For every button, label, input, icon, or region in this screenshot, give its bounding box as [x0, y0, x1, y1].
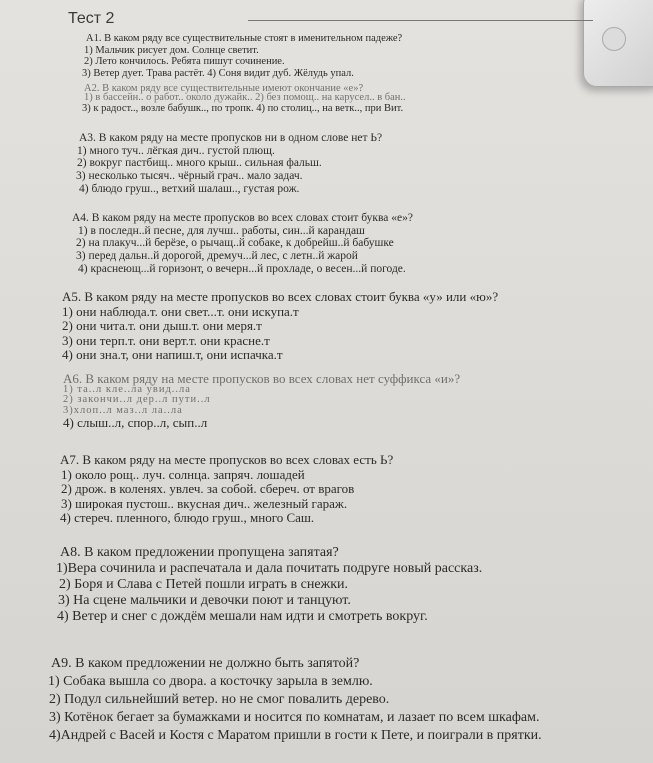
answer-option: 2) Боря и Слава с Петей пошли играть в снежки. [59, 577, 349, 592]
question-heading: А4. В каком ряду на месте пропусков во всех словах стоит буква «е»? [72, 212, 413, 224]
answer-option: 1) та..л кле..ла увид..ла [63, 383, 191, 395]
answer-option: 2) закончи..л дер..л пути..л [63, 394, 211, 406]
question-a8 [56, 545, 653, 625]
answer-option: 4) слыш..л, спор..л, сып..л [63, 415, 208, 431]
answer-option: 3) Ветер дует. Трава растёт. 4) Соня видит дуб. Жёлудь упал. [82, 67, 354, 79]
answer-option: 3) широкая пустош.. вкусная дич.. железный гараж. [61, 495, 348, 511]
question-a1 [82, 33, 653, 79]
answer-option: 3) несколько тысяч.. чёрный грач.. мало задач. [76, 170, 303, 183]
answer-option: 1) они наблюда.т. они свет...т. они искупа.т [62, 303, 299, 319]
question-a3 [76, 132, 653, 196]
question-heading: А8. В каком предложении пропущена запятая? [60, 545, 339, 560]
answer-option: 4) Ветер и снег с дождём мешали нам идти и смотреть вокруг. [57, 609, 428, 624]
answer-option: 3) они терп.т. они верт.т. они красне.т [62, 332, 270, 348]
answer-option: 3) На сцене мальчики и девочки поют и танцуют. [58, 593, 351, 608]
answer-option: 1)Вера сочинила и распечатала и дала почитать подруге новый рассказ. [56, 561, 483, 576]
answer-option: 1) в последн..й песне, для лучш.. работы, син...й карандаш [78, 224, 365, 237]
answer-option: 4) краснеющ...й горизонт, о вечерн...й прохладе, о весен...й погоде. [78, 262, 406, 275]
question-heading: А6. В каком ряду на месте пропусков во всех словах нет суффикса «и»? [63, 371, 461, 386]
question-a5 [62, 290, 653, 363]
question-a9 [48, 656, 653, 744]
question-a2 [84, 83, 653, 115]
answer-option: 2) на плакуч...й берёзе, о рычащ..й собаке, к добрейш..й бабушке [76, 237, 394, 250]
answer-option: 2) они чита.т. они дыш.т. они меря.т [62, 318, 262, 334]
answer-option: 4)Андрей с Васей и Костя с Маратом пришли в гости к Пете, и поиграли в прятки. [49, 728, 542, 743]
question-a6 [63, 372, 653, 431]
question-heading: А1. В каком ряду все существительные стоят в именительном падеже? [86, 33, 403, 44]
answer-option: 2) Лето кончилось. Ребята пишут сочинение. [84, 56, 285, 67]
question-a7 [60, 453, 653, 526]
answer-option: 4) блюдо груш.., ветхий шалаш.., густая рож. [79, 182, 300, 195]
answer-option: 1) много туч.. лёгкая дич.. густой плющ. [77, 144, 275, 157]
question-heading: А2. В каком ряду все существительные имеют окончание «е»? [84, 83, 364, 94]
answer-option: 2) Подул сильнейший ветер. но не смог повалить дерево. [49, 692, 390, 707]
answer-option: 3) к радост.., возле бабушк.., по тропк. 4) по столиц.., на ветк.., при Вит. [82, 103, 404, 114]
test-title: Тест 2 [68, 10, 115, 27]
question-heading: А5. В каком ряду на месте пропусков во всех словах стоит буква «у» или «ю»? [62, 289, 499, 304]
title-underline [248, 20, 593, 21]
question-heading: А3. В каком ряду на месте пропусков ни в одном слове нет Ь? [79, 132, 383, 144]
answer-option: 3) перед дальн..й дорогой, дремуч...й лес, с летн..й жарой [76, 250, 358, 263]
answer-option: 2) дрож. в коленях. увлеч. за собой. сбереч. от врагов [61, 481, 355, 497]
answer-option: 2) вокруг пастбищ.. много крыш.. сильная фальш. [77, 157, 322, 170]
answer-option: 4) стереч. пленного, блюдо груш., много Саш. [60, 510, 315, 526]
question-a4 [72, 212, 653, 276]
answer-option: 1) в бассейн.. о работ.. около дужайк.. 2) без помощ.. на карусел.. в бан.. [84, 91, 406, 103]
answer-option: 3)хлоп..л маз..л ла..ла [63, 404, 183, 416]
answer-option: 4) они зна.т, они напиш.т, они испачка.т [62, 347, 283, 363]
answer-option: 1) Мальчик рисует дом. Солнце светит. [84, 44, 259, 56]
answer-option: 1) Собака вышла со двора. а косточку зарыла в землю. [48, 674, 373, 689]
question-heading: А7. В каком ряду на месте пропусков во всех словах есть Ь? [60, 452, 394, 467]
question-heading: А9. В каком предложении не должно быть запятой? [51, 656, 360, 671]
answer-option: 3) Котёнок бегает за бумажками и носится по комнатам, и лазает по всем шкафам. [49, 710, 540, 725]
answer-option: 1) около рощ.. луч. солнца. запряч. лошадей [61, 466, 305, 482]
